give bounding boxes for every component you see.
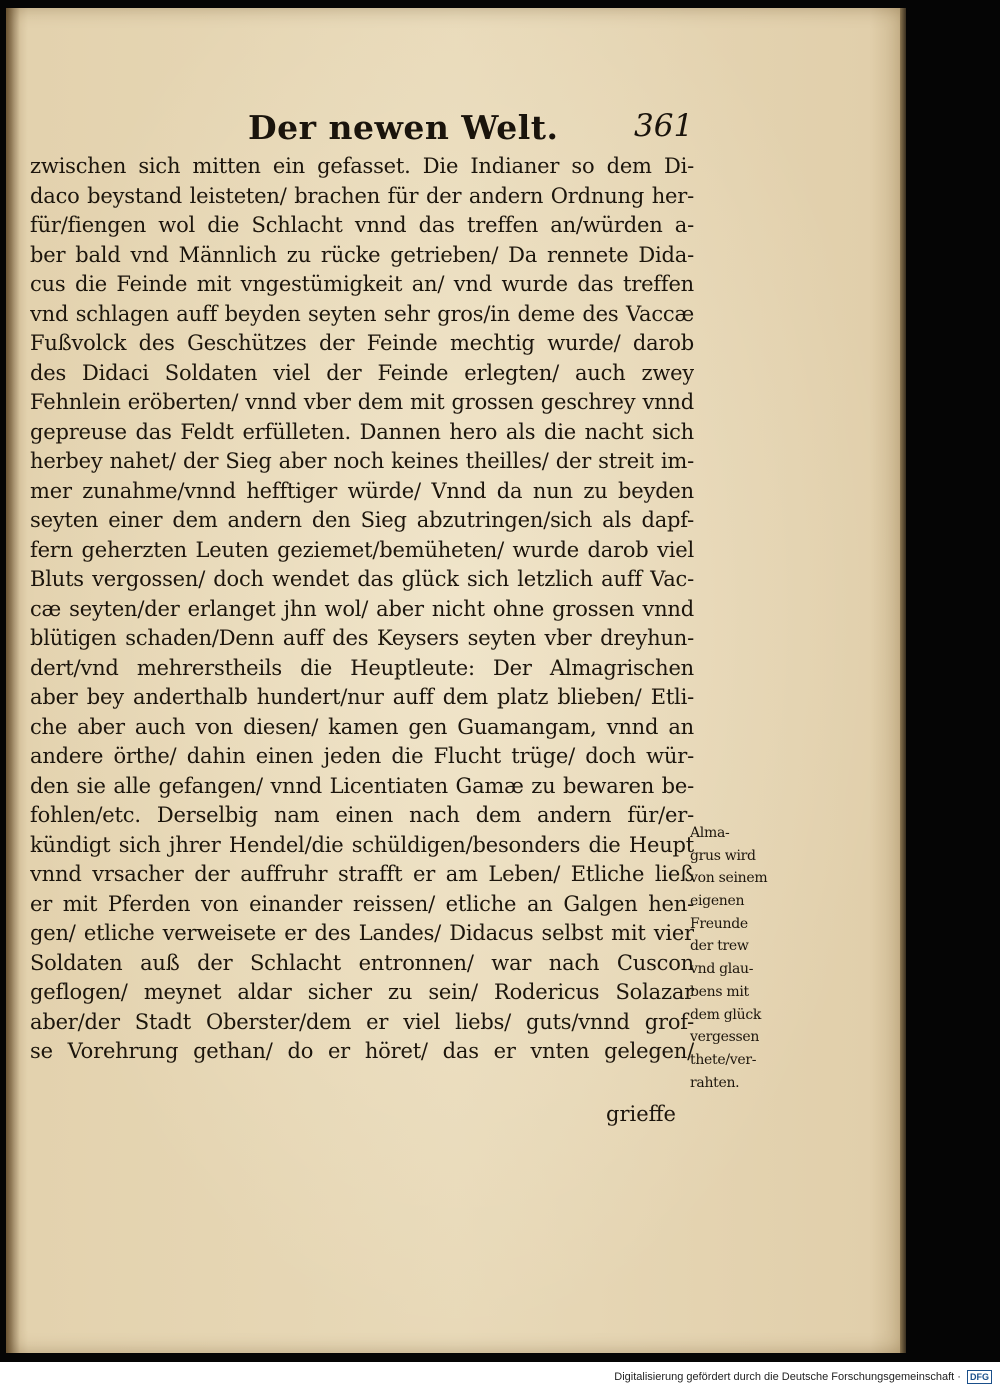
text-line: vnnd vrsacher der auffruhr strafft er am Leben/ Etliche ließ: [30, 862, 694, 886]
marginal-note-line: bens mit: [690, 983, 749, 1000]
text-line: vnd schlagen auff beyden seyten sehr gros/in deme des Vaccæ: [30, 301, 694, 326]
text-line: se Vorehrung gethan/ do er höret/ das er vnten gelegen/: [30, 1039, 694, 1063]
marginal-note-line: dem glück: [690, 1006, 762, 1023]
text-line: cus die Feinde mit vngestümigkeit an/ vnd wurde das treffen: [30, 272, 694, 296]
text-line: ber bald vnd Männlich zu rücke getrieben/ Da rennete Dida-: [30, 242, 694, 267]
text-line: gen/ etliche verweisete er des Landes/ Didacus selbst mit vier: [30, 921, 694, 945]
funding-credit-text: Digitalisierung gefördert durch die Deutsche Forschungsgemeinschaft: [614, 1371, 955, 1383]
marginal-note: [690, 822, 800, 1094]
marginal-note-line: der trew: [690, 938, 749, 955]
marginal-note-line: Alma-: [690, 825, 730, 841]
text-line: er mit Pferden von einander reissen/ etliche an Galgen hen-: [30, 891, 694, 916]
text-line: Soldaten auß der Schlacht entronnen/ war nach Cuscon: [30, 950, 694, 975]
marginal-note-line: thete/ver-: [690, 1051, 757, 1068]
text-line: che aber auch von diesen/ kamen gen Guamangam, vnnd an: [30, 714, 694, 739]
dfg-logo: DFG: [967, 1370, 992, 1384]
catchword: grieffe: [606, 1102, 676, 1126]
page-edge: [900, 8, 906, 1353]
page-number: 361: [634, 108, 694, 144]
marginal-note-line: eigenen: [690, 893, 745, 910]
text-line: blütigen schaden/Denn auff des Keysers seyten vber dreyhun-: [30, 626, 694, 650]
text-line: herbey nahet/ der Sieg aber noch keines theilles/ der streit im-: [30, 449, 694, 473]
text-line: aber bey anderthalb hundert/nur auff dem platz blieben/ Etli-: [30, 685, 694, 709]
text-line: dert/vnd mehrerstheils die Heuptleute: Der Almagrischen: [30, 655, 694, 680]
text-line: daco beystand leisteten/ brachen für der andern Ordnung her-: [30, 183, 694, 208]
running-head: Der newen Welt.: [248, 108, 559, 147]
text-line: den sie alle gefangen/ vnnd Licentiaten Gamæ zu bewaren be-: [30, 773, 694, 798]
text-line: kündigt sich jhrer Hendel/die schüldigen/besonders die Heupt: [30, 832, 694, 857]
text-line: des Didaci Soldaten viel der Feinde erlegten/ auch zwey: [30, 360, 694, 385]
text-line: fern geherzten Leuten geziemet/bemüheten/ wurde darob viel: [30, 537, 694, 562]
text-line: aber/der Stadt Oberster/dem er viel liebs/ guts/vnnd grof-: [30, 1009, 694, 1034]
marginal-note-line: Freunde: [690, 915, 748, 932]
marginal-note-line: grus wird: [690, 847, 756, 864]
text-line: mer zunahme/vnnd hefftiger würde/ Vnnd da nun zu beyden: [30, 478, 694, 503]
text-line: zwischen sich mitten ein gefasset. Die Indianer so dem Di-: [30, 154, 694, 178]
text-line: für/fiengen wol die Schlacht vnnd das treffen an/würden a-: [30, 213, 694, 237]
text-line: Fußvolck des Geschützes der Feinde mechtig wurde/ darob: [30, 331, 694, 355]
marginal-note-line: rahten.: [690, 1074, 740, 1091]
marginal-note-line: vnd glau-: [690, 961, 754, 978]
text-line: Fehnlein eröberten/ vnnd vber dem mit grossen geschrey vnnd: [30, 390, 694, 414]
text-line: gepreuse das Feldt erfülleten. Dannen hero als die nacht sich: [30, 419, 694, 444]
marginal-note-line: von seinem: [690, 870, 768, 887]
text-line: andere örthe/ dahin einen jeden die Flucht trüge/ doch wür-: [30, 744, 694, 768]
text-line: Bluts vergossen/ doch wendet das glück sich letzlich auff Vac-: [30, 567, 694, 591]
body-text: [30, 152, 694, 1067]
text-line: geflogen/ meynet aldar sicher zu sein/ Rodericus Solazar: [30, 980, 694, 1004]
page-gutter: [6, 8, 20, 1353]
text-line: cæ seyten/der erlanget jhn wol/ aber nicht ohne grossen vnnd: [30, 596, 694, 621]
footer-credit: Digitalisierung gefördert durch die Deutsche Forschungsgemeinschaft · DFG: [614, 1369, 992, 1385]
text-line: seyten einer dem andern den Sieg abzutringen/sich als dapf-: [30, 508, 694, 532]
text-line: fohlen/etc. Derselbig nam einen nach dem andern für/er-: [30, 803, 694, 827]
marginal-note-line: vergessen: [690, 1029, 760, 1046]
